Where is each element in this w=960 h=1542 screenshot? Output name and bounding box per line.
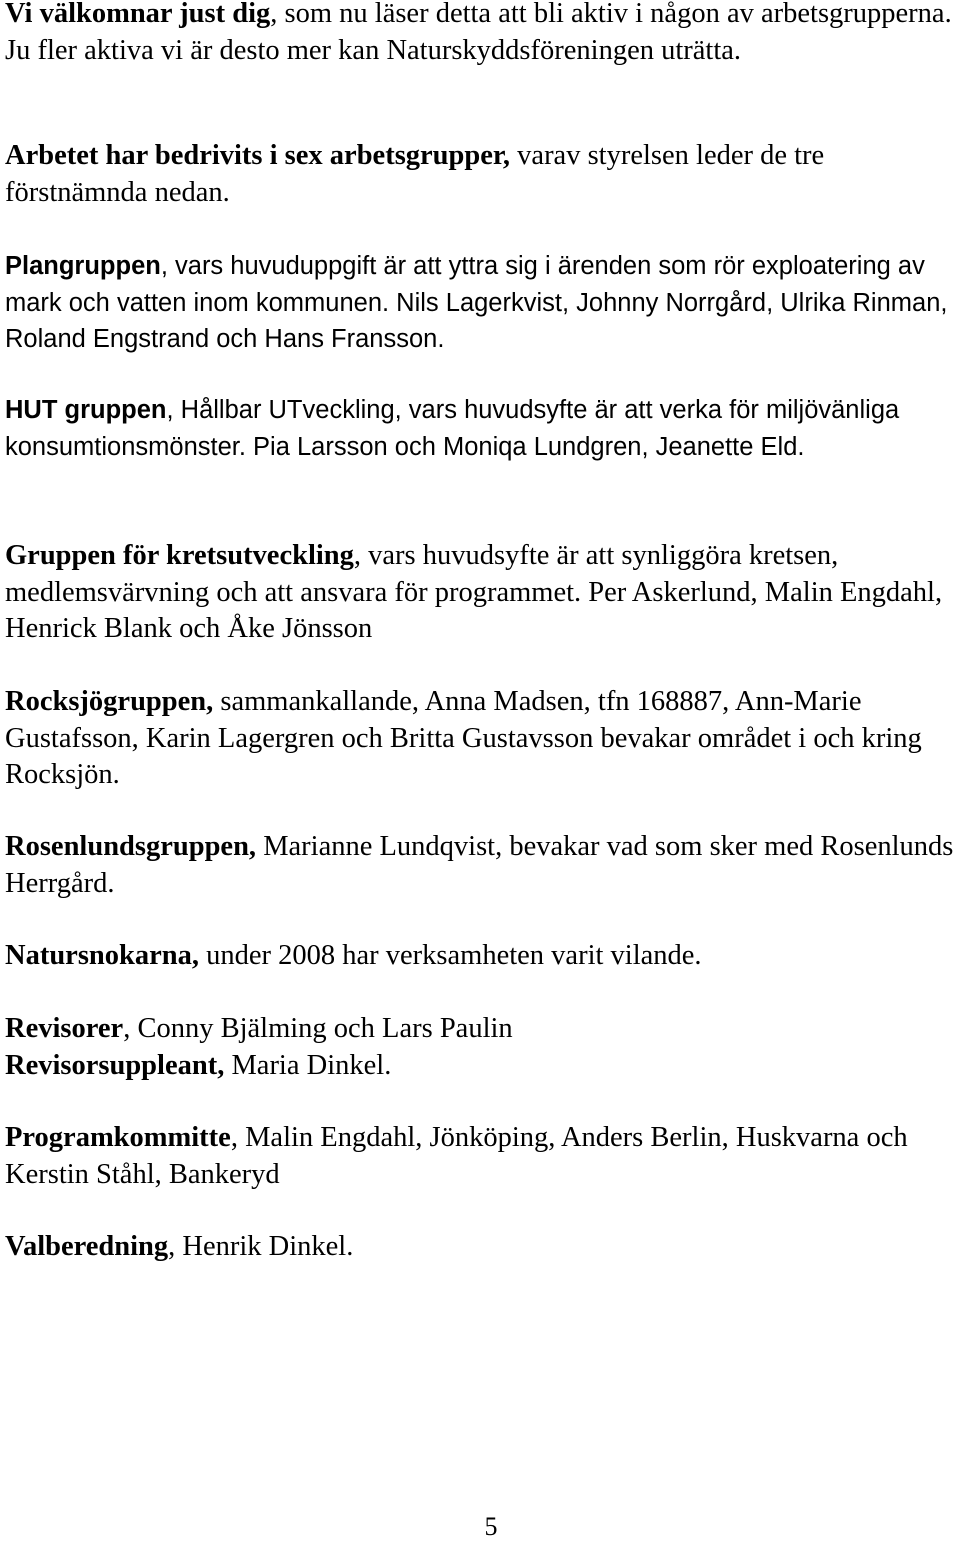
programkommitte-paragraph — [5, 1120, 955, 1193]
revisorer-paragraph — [5, 1011, 513, 1084]
revisorsuppleant-text: Maria Dinkel. — [224, 1049, 392, 1081]
hut-text: , Hållbar UTveckling, vars huvudsyfte är att verka för miljövänliga konsumtionsmönster. Pia Larsson och Moniqa Lundgren, Jeanette Eld. — [5, 396, 900, 461]
revisorsuppleant-heading: Revisorsuppleant, — [5, 1049, 225, 1081]
rocksjogruppen-heading: Rocksjögruppen, — [5, 686, 214, 717]
intro-paragraph — [5, 138, 955, 211]
rosenlundsgruppen-heading: Rosenlundsgruppen, — [5, 831, 257, 862]
intro-text: varav styrelsen leder de tre förstnämnda nedan. — [5, 140, 825, 208]
revisorer-heading: Revisorer — [5, 1013, 124, 1044]
welcome-paragraph — [5, 0, 955, 69]
hut-paragraph — [5, 392, 955, 465]
welcome-text: , som nu läser detta att bli aktiv i någon av arbetsgrupperna. Ju fler aktiva vi är desto mer kan Naturskyddsföreningen uträtta. — [5, 0, 952, 66]
valberedning-text: , Henrik Dinkel. — [168, 1231, 354, 1262]
kretsutveckling-paragraph — [5, 538, 955, 648]
rosenlundsgruppen-paragraph — [5, 829, 955, 902]
intro-heading: Arbetet har bedrivits i sex arbetsgrupper, — [5, 140, 511, 171]
welcome-heading: Vi välkomnar just dig — [5, 0, 271, 29]
rosenlundsgruppen-text: Marianne Lundqvist, bevakar vad som sker med Rosenlunds Herrgård. — [5, 831, 954, 899]
valberedning-heading: Valberedning — [5, 1231, 169, 1262]
plangruppen-heading: Plangruppen — [5, 252, 161, 280]
plangruppen-members: Nils Lagerkvist, Johnny Norrgård, Ulrika Rinman, Roland Engstrand och Hans Fransson. — [5, 288, 948, 353]
natursnokarna-text: under 2008 har verksamheten varit vilande. — [199, 940, 702, 971]
rocksjogruppen-text: sammankallande, Anna Madsen, tfn 168887, Ann-Marie Gustafsson, Karin Lagergren och Britta Gustavsson bevakar området i och kring Rocksjön. — [5, 686, 922, 790]
natursnokarna-heading: Natursnokarna, — [5, 940, 199, 971]
plangruppen-text: , vars huvuduppgift är att yttra sig i ärenden som rör exploatering av mark och vatten inom kommunen. — [5, 252, 925, 317]
natursnokarna-paragraph — [5, 938, 702, 975]
kretsutveckling-heading: Gruppen för kretsutveckling — [5, 540, 354, 571]
page-number: 5 — [484, 1512, 498, 1541]
valberedning-paragraph — [5, 1229, 353, 1266]
programkommitte-heading: Programkommitte — [5, 1122, 231, 1153]
programkommitte-text: , Malin Engdahl, Jönköping, Anders Berlin, Huskvarna och Kerstin Ståhl, Bankeryd — [5, 1122, 908, 1190]
kretsutveckling-text: , vars huvudsyfte är att synliggöra kretsen, medlemsvärvning och att ansvara för programmet. Per Askerlund, Malin Engdahl, Henrick Blank och Åke Jönsson — [5, 540, 943, 644]
plangruppen-paragraph — [5, 248, 955, 358]
revisorer-text: , Conny Bjälming och Lars Paulin — [123, 1013, 513, 1044]
rocksjogruppen-paragraph — [5, 684, 955, 794]
hut-heading: HUT gruppen — [5, 396, 167, 424]
